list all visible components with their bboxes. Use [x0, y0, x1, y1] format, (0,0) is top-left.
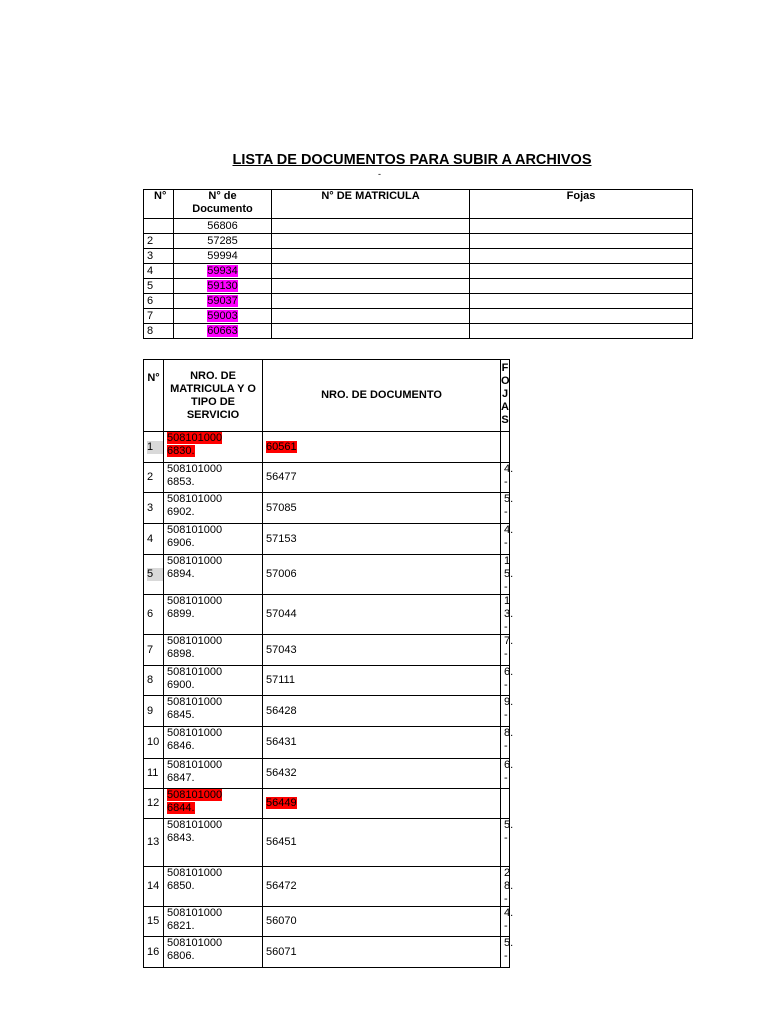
row-documento [174, 294, 272, 309]
row-num: 3 [144, 249, 174, 264]
row-matricula: 508101000 6894. [164, 555, 263, 595]
row-fojas [470, 249, 693, 264]
title-dash: - [378, 169, 381, 179]
row-documento: 57044 [263, 595, 501, 635]
header-fojas: FOJAS [501, 360, 510, 432]
header-num: N° [144, 190, 174, 219]
row-fojas: 6.- [501, 759, 510, 789]
row-num [144, 219, 174, 234]
table-row [144, 234, 693, 249]
row-documento: 57043 [263, 635, 501, 666]
row-num: 2 [144, 234, 174, 249]
table-row [144, 819, 510, 867]
table-row [144, 309, 693, 324]
table-row [144, 493, 510, 524]
row-documento: 56806 [174, 219, 272, 234]
row-num: 9 [144, 696, 164, 727]
highlighted-doc: 59037 [207, 295, 238, 307]
row-matricula [272, 294, 470, 309]
row-fojas: 8.- [501, 727, 510, 759]
row-matricula: 508101000 6821. [164, 907, 263, 937]
row-fojas: 15.- [501, 555, 510, 595]
row-fojas: 5.- [501, 937, 510, 968]
row-fojas: 28.- [501, 867, 510, 907]
row-fojas: 6.- [501, 666, 510, 696]
header-documento: N° de Documento [174, 190, 272, 219]
header-documento: NRO. DE DOCUMENTO [263, 360, 501, 432]
row-matricula: 508101000 6900. [164, 666, 263, 696]
row-documento: 57285 [174, 234, 272, 249]
highlighted-doc: 59934 [207, 265, 238, 277]
row-matricula [272, 234, 470, 249]
row-matricula: 508101000 6845. [164, 696, 263, 727]
table-row [144, 759, 510, 789]
row-matricula [272, 279, 470, 294]
row-num: 11 [144, 759, 164, 789]
row-fojas [470, 324, 693, 339]
row-documento: 57111 [263, 666, 501, 696]
row-matricula: 508101000 6830. [164, 432, 263, 463]
row-documento: 56071 [263, 937, 501, 968]
table-row [144, 789, 510, 819]
table-row [144, 907, 510, 937]
page-title: LISTA DE DOCUMENTOS PARA SUBIR A ARCHIVOS [232, 152, 592, 168]
row-num: 10 [144, 727, 164, 759]
row-fojas [470, 309, 693, 324]
table-row [144, 219, 693, 234]
highlighted-doc: 59003 [207, 310, 238, 322]
row-num: 8 [144, 666, 164, 696]
row-fojas [501, 432, 510, 463]
row-fojas [501, 789, 510, 819]
row-fojas: 4.- [501, 463, 510, 493]
table-row [144, 727, 510, 759]
row-fojas [470, 264, 693, 279]
row-matricula: 508101000 6847. [164, 759, 263, 789]
row-num: 2 [144, 463, 164, 493]
row-fojas: 5.- [501, 493, 510, 524]
row-num: 13 [144, 819, 164, 867]
table-row [144, 249, 693, 264]
row-fojas [470, 234, 693, 249]
matriculas-table-body [144, 432, 514, 968]
table-row [144, 264, 693, 279]
table-header-row [144, 190, 693, 219]
row-documento: 60561 [263, 432, 501, 463]
table-row [144, 294, 693, 309]
row-documento: 56451 [263, 819, 501, 867]
row-num: 1 [144, 432, 164, 463]
row-num: 8 [144, 324, 174, 339]
header-num: N° [144, 360, 164, 432]
row-fojas [470, 279, 693, 294]
row-matricula: 508101000 6806. [164, 937, 263, 968]
row-num: 3 [144, 493, 164, 524]
row-matricula: 508101000 6906. [164, 524, 263, 555]
row-fojas: 13.- [501, 595, 510, 635]
row-matricula [272, 309, 470, 324]
row-matricula: 508101000 6853. [164, 463, 263, 493]
row-num: 6 [144, 294, 174, 309]
row-matricula [272, 264, 470, 279]
table-row [144, 432, 510, 463]
row-num: 4 [144, 524, 164, 555]
header-matricula: N° DE MATRICULA [272, 190, 470, 219]
row-matricula: 508101000 6899. [164, 595, 263, 635]
row-num: 7 [144, 635, 164, 666]
matriculas-table [143, 359, 514, 968]
row-matricula [272, 324, 470, 339]
table-row [144, 635, 510, 666]
table-row [144, 937, 510, 968]
row-fojas: 4.- [501, 907, 510, 937]
row-documento: 56432 [263, 759, 501, 789]
header-matricula: NRO. DE MATRICULA Y O TIPO DE SERVICIO [164, 360, 263, 432]
row-documento: 56449 [263, 789, 501, 819]
table-header-row [144, 360, 510, 432]
table-row [144, 324, 693, 339]
row-fojas [470, 219, 693, 234]
row-matricula [272, 219, 470, 234]
row-num: 16 [144, 937, 164, 968]
row-num: 14 [144, 867, 164, 907]
header-fojas: Fojas [470, 190, 693, 219]
row-documento: 56431 [263, 727, 501, 759]
row-matricula: 508101000 6844. [164, 789, 263, 819]
row-num: 6 [144, 595, 164, 635]
row-documento: 59994 [174, 249, 272, 264]
row-num: 15 [144, 907, 164, 937]
highlighted-doc: 59130 [207, 280, 238, 292]
row-fojas: 9.- [501, 696, 510, 727]
table-row [144, 696, 510, 727]
table-row [144, 595, 510, 635]
highlighted-doc: 60663 [207, 325, 238, 337]
row-num: 5 [144, 279, 174, 294]
table-row [144, 555, 510, 595]
table-row [144, 279, 693, 294]
row-matricula: 508101000 6902. [164, 493, 263, 524]
table-row [144, 666, 510, 696]
row-num: 7 [144, 309, 174, 324]
row-documento: 57006 [263, 555, 501, 595]
row-matricula [272, 249, 470, 264]
row-matricula: 508101000 6846. [164, 727, 263, 759]
row-documento [174, 279, 272, 294]
row-matricula: 508101000 6898. [164, 635, 263, 666]
row-num: 5 [144, 555, 164, 595]
row-documento: 56477 [263, 463, 501, 493]
row-fojas [470, 294, 693, 309]
row-documento [174, 264, 272, 279]
row-documento: 56070 [263, 907, 501, 937]
table-row [144, 524, 510, 555]
table-row [144, 463, 510, 493]
row-fojas: 5.- [501, 819, 510, 867]
row-documento [174, 309, 272, 324]
row-documento: 56472 [263, 867, 501, 907]
row-matricula: 508101000 6850. [164, 867, 263, 907]
row-documento: 57153 [263, 524, 501, 555]
row-num: 4 [144, 264, 174, 279]
documents-table [143, 189, 693, 339]
table-row [144, 867, 510, 907]
row-num: 12 [144, 789, 164, 819]
row-fojas: 4.- [501, 524, 510, 555]
row-fojas: 7.- [501, 635, 510, 666]
row-documento: 57085 [263, 493, 501, 524]
row-matricula: 508101000 6843. [164, 819, 263, 867]
row-documento: 56428 [263, 696, 501, 727]
row-documento [174, 324, 272, 339]
